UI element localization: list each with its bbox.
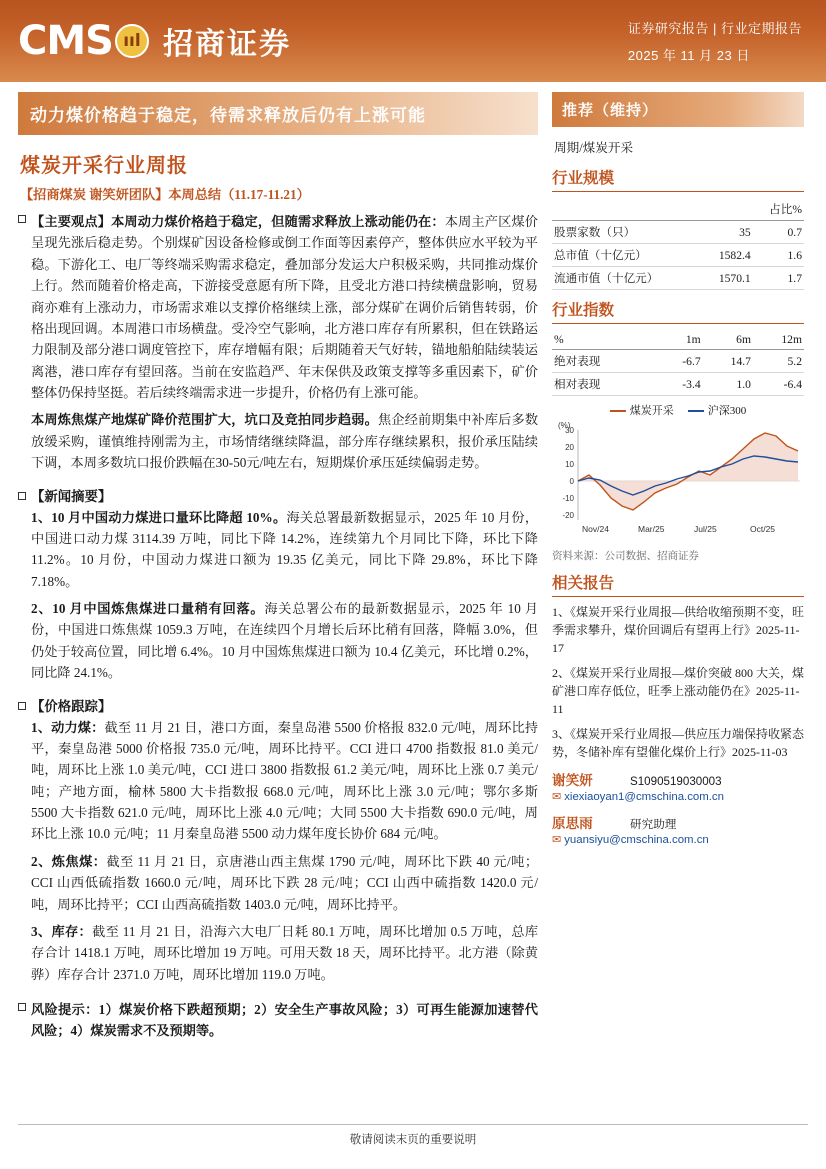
section-price-head: 【价格跟踪】 — [31, 698, 112, 714]
section-news — [18, 486, 538, 690]
industry-scale-heading: 行业规模 — [552, 166, 804, 192]
header-meta — [628, 18, 808, 64]
table-header-row — [552, 198, 804, 221]
legend-item-1 — [688, 402, 747, 418]
svg-text:0: 0 — [569, 477, 574, 486]
scale-row-1-pct: 1.6 — [753, 244, 804, 267]
svg-text:30: 30 — [565, 426, 574, 435]
table-row — [552, 244, 804, 267]
scale-col-1 — [703, 198, 753, 221]
mail-icon: ✉ — [552, 834, 562, 846]
footer-text: 敬请阅读末页的重要说明 — [349, 1134, 477, 1146]
index-row-1-m6: 1.0 — [703, 373, 753, 396]
price-item-1 — [31, 717, 538, 845]
news-item-1 — [31, 507, 538, 593]
legend-label-1: 沪深300 — [707, 405, 747, 417]
x-tick-3: Oct/25 — [750, 524, 776, 534]
related-report-item[interactable]: 3、《煤炭开采行业周报—供应压力端保持收紧态势，冬储补库有望催化煤价上行》2025-11-03 — [552, 727, 805, 759]
industry-index-heading: 行业指数 — [552, 298, 804, 324]
analyst-license: S1090519030003 — [630, 775, 722, 788]
section-main-view-lead2: 本周炼焦煤产地煤矿降价范围扩大，坑口及竞拍同步趋弱。 — [31, 412, 379, 428]
chart-source: 资料来源：公司数据、招商证券 — [552, 551, 699, 562]
section-main-view-body: 本周主产区煤价呈现先涨后稳走势。个别煤矿因设备检修或倒工作面等因素停产，整体供应水平较为平稳。下游化工、电厂等终端采购需求稳定，叠加部分发运大户积极采购，共同推动煤价上行。然而随着价格走高，下游接受意愿有所下降，且受北方港口持续横盘影响，贸易商亦难有上涨动力，市场需求难以支撑价格继续上涨，部分煤矿在调价后销售转弱，价格出现回调。本周港口市场横盘。受冷空气影响，北方港口库存有所累积，但在铁路运力限制及部分港口调度管控下，库存增幅有限；后期随着天气好转，锚地船舶陆续装运离港，港口库存有望回落。当前在安监趋严、年末保供及政策支撑等多重因素下，矿价整体仍保持坚挺。若后续终端需求进一步提升，价格仍有上涨可能。 — [31, 214, 538, 400]
chart-legend — [552, 402, 804, 418]
section-risk — [18, 997, 538, 1048]
section-main-view-lead: 本周动力煤价格趋于稳定，但随需求释放上涨动能仍在： — [111, 214, 445, 229]
section-main-view-body2: 焦企经前期集中补库后多数放缓采购，谨慎维持刚需为主，市场情绪继续降温，部分库存继续累积，报价承压陆续下调，本周多数坑口报价跌幅在30-50元/吨左右，短期煤价承压延续偏弱走势。 — [31, 412, 539, 471]
index-row-0-m12: 5.2 — [753, 350, 804, 373]
legend-item-0 — [610, 402, 674, 418]
price-item-3-lead: 3、库存： — [31, 923, 93, 939]
page-footer — [0, 1124, 826, 1147]
logo-text-cn: 招商证券 — [162, 28, 291, 61]
news-item-2-lead: 2、10 月中国炼焦煤进口量稍有回落。 — [31, 601, 265, 616]
rating-badge: 推荐（维持） — [552, 92, 804, 127]
page-header — [0, 0, 826, 82]
legend-label-0: 煤炭开采 — [629, 405, 674, 417]
index-row-1-label: 相对表现 — [552, 373, 656, 396]
bullet-square-icon — [18, 702, 26, 710]
report-type: 证券研究报告 | 行业定期报告 — [627, 21, 802, 36]
svg-text:10: 10 — [565, 460, 574, 469]
section-main-view — [18, 209, 538, 480]
news-item-1-text: 海关总署最新数据显示，2025 年 10 月份，中国进口动力煤 3114.39 万吨，同比下降 14.2%，连续第九个月同比下降，环比下降 11.2%。10 月份，中国动力煤进口额为 19.35 亿美元，同比下降 29.8%，环比下降 7.18%。 — [31, 509, 539, 589]
analyst-block-1 — [552, 769, 804, 804]
price-item-2-lead: 2、炼焦煤： — [31, 853, 107, 869]
section-main-view-text — [31, 211, 538, 403]
index-col-0: % — [552, 330, 656, 350]
scale-row-1-value: 1582.4 — [703, 244, 753, 267]
main-column — [18, 92, 538, 1048]
x-tick-0: Nov/24 — [582, 524, 609, 534]
scale-row-1-label: 总市值（十亿元） — [552, 244, 703, 267]
table-row — [552, 267, 804, 290]
bullet-square-icon — [18, 1003, 26, 1011]
report-date: 2025 年 11 月 23 日 — [627, 48, 750, 63]
footer-divider — [18, 1124, 808, 1125]
scale-row-0-pct: 0.7 — [753, 221, 804, 244]
section-main-view-head: 【主要观点】 — [31, 214, 112, 229]
index-col-1: 1m — [656, 330, 702, 350]
section-main-view-text2 — [31, 409, 538, 473]
svg-text:20: 20 — [565, 443, 574, 452]
analyst-email[interactable]: yuansiyu@cmschina.com.cn — [564, 834, 709, 846]
analyst-block-2 — [552, 812, 804, 847]
news-item-1-lead: 1、10 月中国动力煤进口量环比降超 10%。 — [31, 509, 287, 525]
table-row — [552, 373, 804, 396]
chart-svg — [552, 420, 804, 540]
scale-row-0-value: 35 — [703, 221, 753, 244]
price-item-2-text: 截至 11 月 21 日，京唐港山西主焦煤 1790 元/吨，周环比下跌 40 元/吨；CCI 山西低硫指数 1660.0 元/吨，周环比下跌 28 元/吨；CCI 山西中硫指数 1420.0 元/吨，周环比持平；CCI 山西高硫指数 1403.0 元/吨，周环比持平。 — [31, 853, 539, 912]
section-news-head: 【新闻摘要】 — [31, 488, 112, 504]
price-item-3-text: 截至 11 月 21 日，沿海六大电厂日耗 80.1 万吨，周环比增加 0.5 万吨，总库存合计 1418.1 万吨，周环比增加 19 万吨。可用天数 18 天，周环比持平。北方港（除黄骅）库存合计 2371.0 万吨，周环比增加 119.0 万吨。 — [31, 923, 539, 982]
bullet-square-icon — [18, 215, 26, 223]
related-report-item[interactable]: 1、《煤炭开采行业周报—供给收缩预期不变，旺季需求攀升，煤价回调后有望再上行》2025-11-17 — [552, 605, 805, 655]
logo-circle-icon: ııl — [115, 24, 149, 58]
scale-row-2-value: 1570.1 — [703, 267, 753, 290]
x-tick-2: Jul/25 — [694, 524, 717, 534]
svg-text:(%): (%) — [558, 421, 571, 430]
risk-body: 1）煤炭价格下跌超预期；2）安全生产事故风险；3）可再生能源加速替代风险；4）煤炭需求不及预期等。 — [31, 1002, 538, 1039]
scale-col-0 — [552, 198, 703, 221]
page-title: 动力煤价格趋于稳定，待需求释放后仍有上涨可能 — [18, 92, 538, 135]
related-reports-heading: 相关报告 — [552, 571, 804, 597]
index-col-3: 12m — [753, 330, 804, 350]
sector-label: 周期/煤炭开采 — [554, 141, 634, 155]
report-subtitle: 煤炭开采行业周报 — [20, 155, 188, 177]
index-row-0-m6: 14.7 — [703, 350, 753, 373]
x-tick-1: Mar/25 — [638, 524, 665, 534]
index-row-1-m12: -6.4 — [753, 373, 804, 396]
risk-text — [31, 999, 538, 1042]
analyst-name: 原思雨 — [552, 816, 593, 831]
analyst-name: 谢笑妍 — [552, 773, 593, 788]
analyst-email[interactable]: xiexiaoyan1@cmschina.com.cn — [564, 791, 724, 803]
index-row-0-label: 绝对表现 — [552, 350, 656, 373]
scale-row-2-pct: 1.7 — [753, 267, 804, 290]
industry-index-table — [552, 330, 804, 396]
price-item-3 — [31, 921, 538, 985]
price-item-1-lead: 1、动力煤： — [31, 719, 105, 735]
scale-col-2: 占比% — [753, 198, 804, 221]
related-report-item[interactable]: 2、《煤炭开采行业周报—煤价突破 800 大关，煤矿港口库存低位，旺季上涨动能仍在》2025-11-11 — [552, 666, 805, 716]
svg-text:-20: -20 — [562, 511, 574, 520]
price-item-2 — [31, 851, 538, 915]
team-line: 【招商煤炭 谢笑妍团队】本周总结（11.17-11.21） — [20, 187, 310, 202]
scale-row-0-label: 股票家数（只） — [552, 221, 703, 244]
bullet-square-icon — [18, 492, 26, 500]
logo — [18, 19, 291, 63]
news-item-2 — [31, 598, 538, 684]
table-row — [552, 350, 804, 373]
industry-scale-table — [552, 198, 804, 290]
performance-chart — [552, 402, 804, 563]
risk-lead: 风险提示： — [31, 1002, 99, 1017]
side-column — [552, 92, 804, 1048]
index-col-2: 6m — [703, 330, 753, 350]
logo-text-en: CMS — [18, 18, 113, 64]
price-item-1-text: 截至 11 月 21 日，港口方面，秦皇岛港 5500 价格报 832.0 元/吨，周环比持平，秦皇岛港 5000 价格报 735.0 元/吨，周环比持平。CCI 进口 4700 指数报 81.0 美元/吨，周环比上涨 1.0 美元/吨，CCI 进口 3800 指数报 61.2 美元/吨，周环比上涨 0.7 美元/吨；产地方面，榆林 5800 大卡指数报 668.0 元/吨，周环比上涨 3.0 元/吨；鄂尔多斯 5500 大卡指数 621.0 元/吨，周环比上涨 4.0 元/吨；大同 5500 大卡指数 690.0 元/吨，周环比上涨 10.0 元/吨；11 月秦皇岛港 5500 动力煤年度长协价 684 元/吨。 — [31, 719, 539, 842]
index-row-1-m1: -3.4 — [656, 373, 702, 396]
table-row — [552, 221, 804, 244]
news-item-2-text: 海关总署公布的最新数据显示，2025 年 10 月份，中国进口炼焦煤 1059.3 万吨，在连续四个月增长后环比稍有回落，降幅 3.0%，但仍处于较高位置，同比增 6.4%。10 月中国炼焦煤进口额为 10.4 亿美元，环比增 0.2%，同比降 24.1%。 — [31, 601, 539, 681]
index-row-0-m1: -6.7 — [656, 350, 702, 373]
analyst-role: 研究助理 — [630, 818, 677, 831]
mail-icon: ✉ — [552, 791, 562, 803]
section-price — [18, 696, 538, 992]
scale-row-2-label: 流通市值（十亿元） — [552, 267, 703, 290]
svg-text:-10: -10 — [562, 494, 574, 503]
table-header-row — [552, 330, 804, 350]
